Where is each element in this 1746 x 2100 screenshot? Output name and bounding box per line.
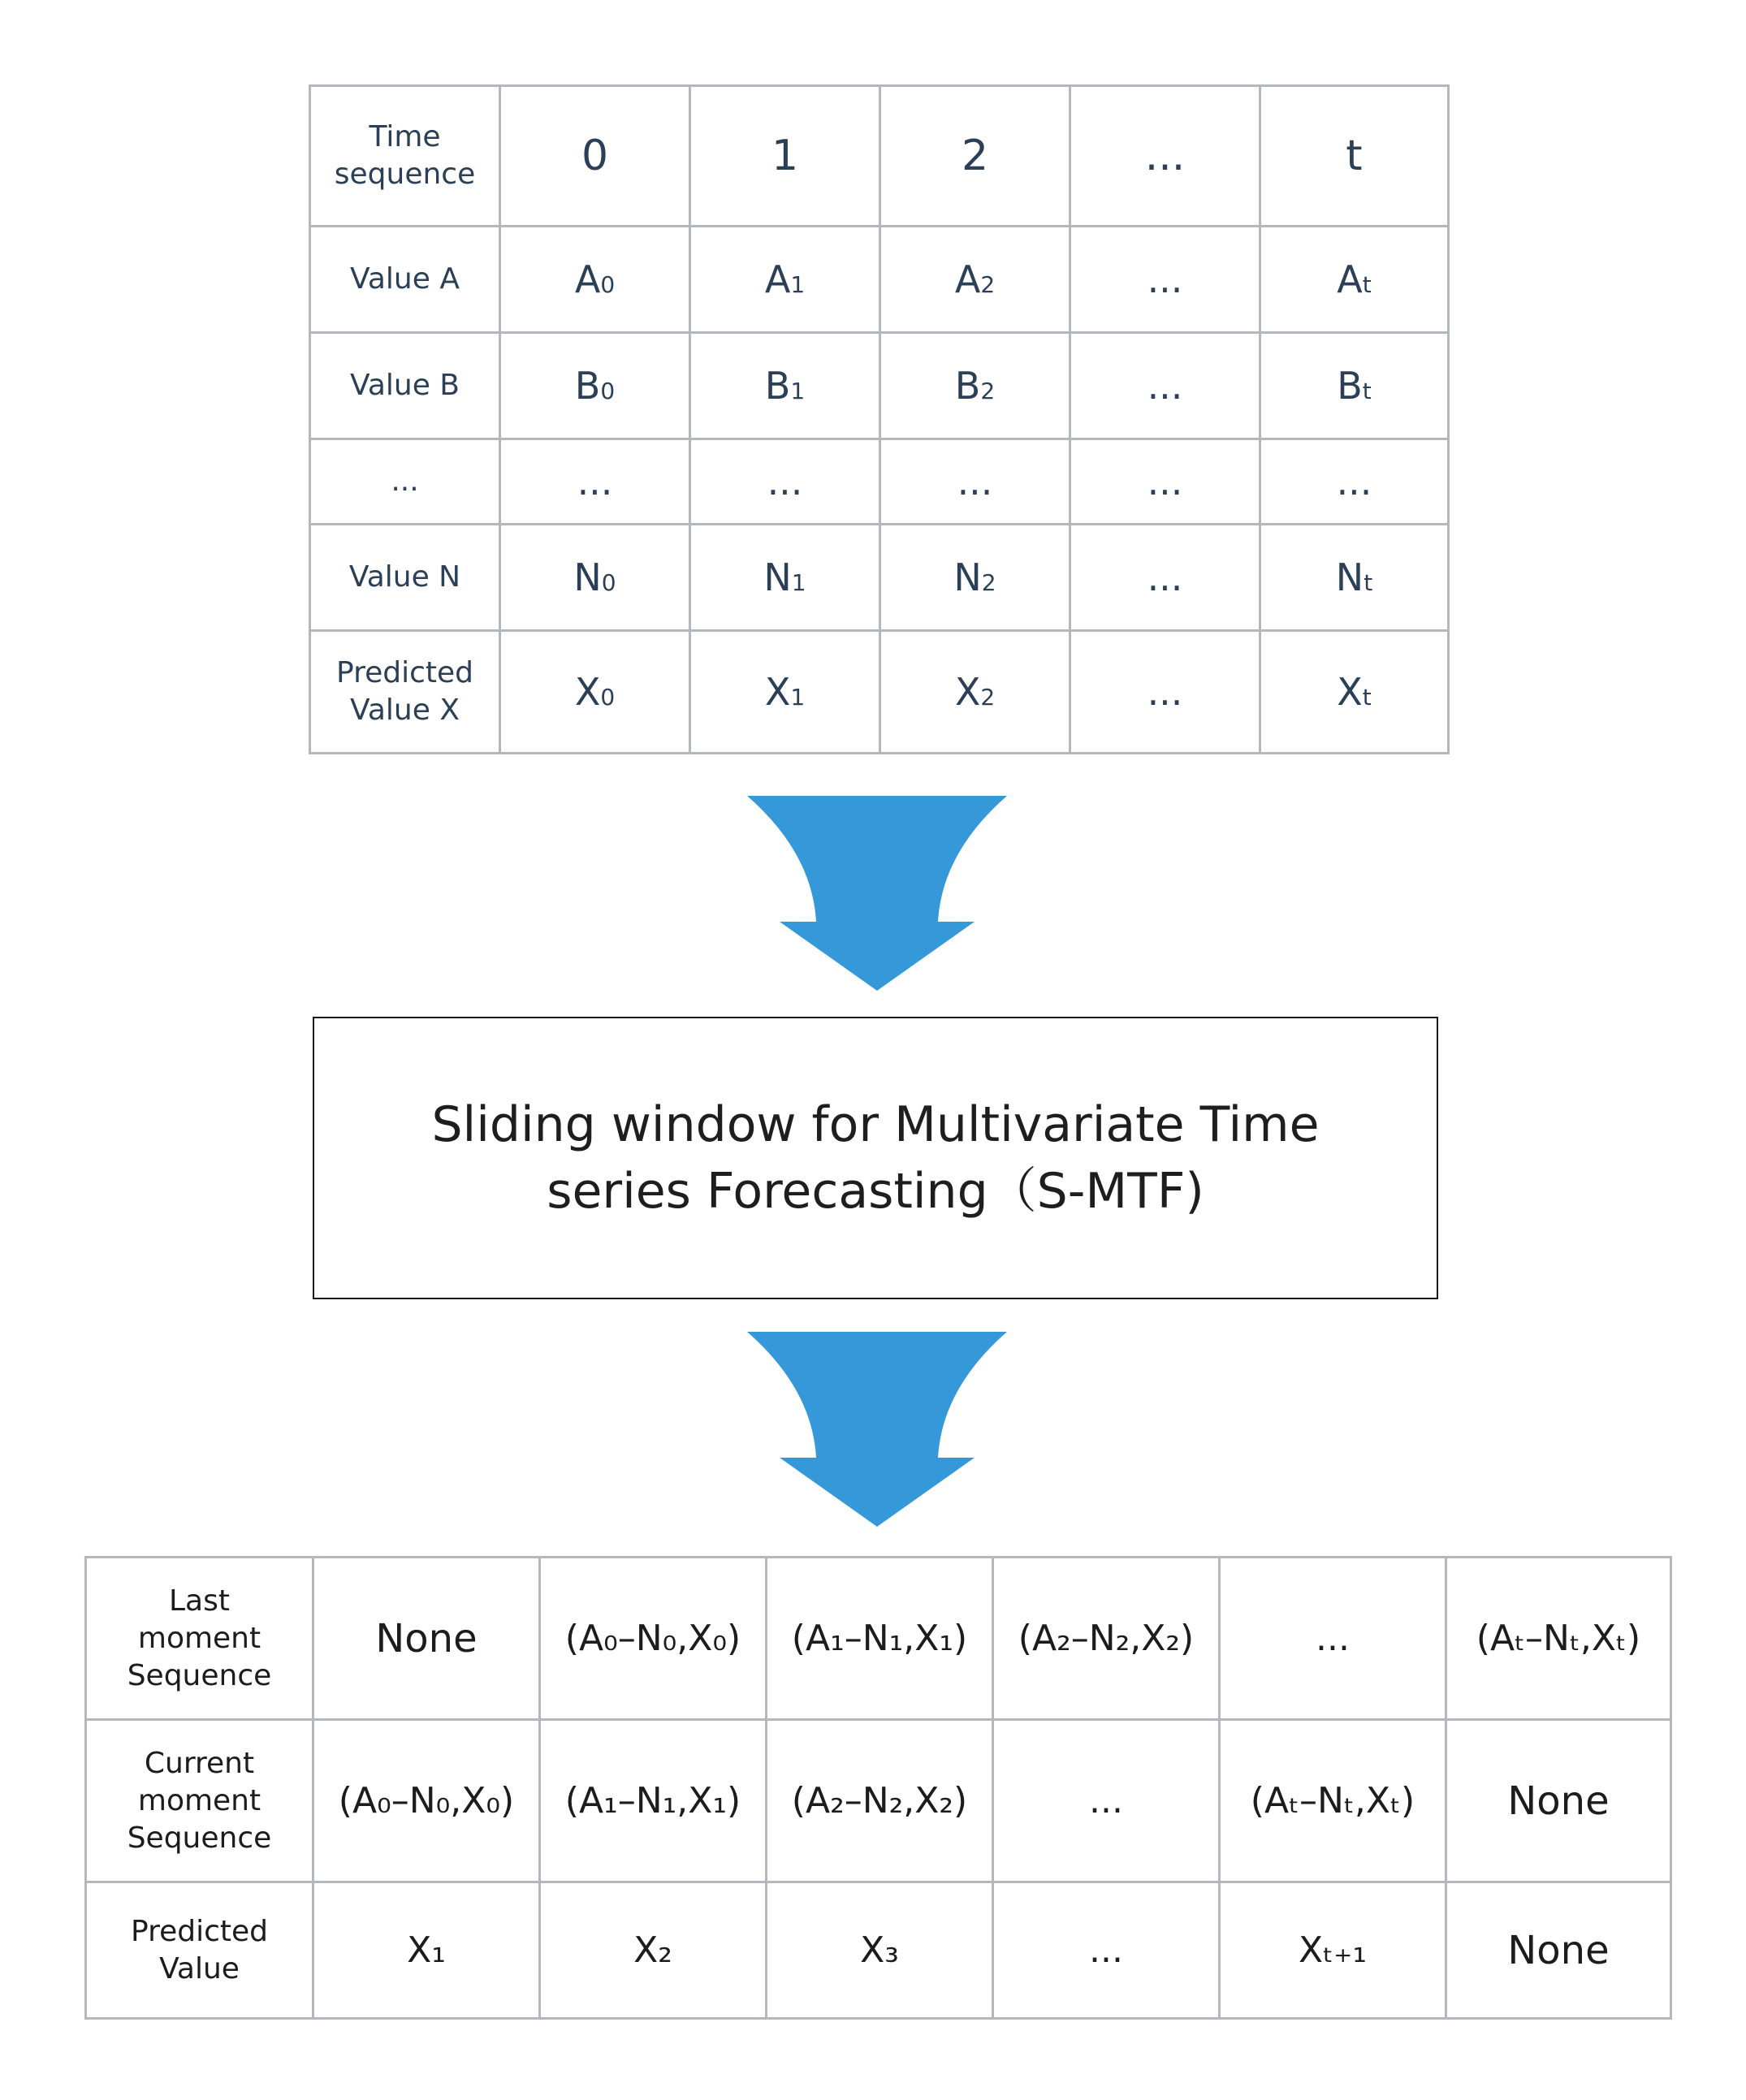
- value-cell: [1070, 227, 1260, 333]
- sequence-cell: ...: [1220, 1558, 1446, 1720]
- row-label-value-b: Value B: [310, 333, 500, 439]
- value-cell: [500, 631, 690, 754]
- prediction-cell: None: [1446, 1882, 1671, 2019]
- sequence-cell: (A₁–N₁,X₁): [540, 1720, 767, 1882]
- arrow-shape: [747, 796, 1007, 991]
- cell-base: X: [1337, 670, 1363, 714]
- time-col-1: 1: [690, 86, 880, 227]
- time-col-2: 2: [880, 86, 1070, 227]
- cell-subscript: t: [1362, 684, 1372, 711]
- cell-base: N: [953, 555, 982, 599]
- value-cell: [1070, 525, 1260, 631]
- sequence-cell: (Aₜ–Nₜ,Xₜ): [1220, 1720, 1446, 1882]
- cell-subscript: 2: [980, 684, 996, 711]
- cell-base: B: [1337, 364, 1363, 408]
- cell-subscript: 0: [600, 378, 616, 404]
- s-mtf-output-table: [84, 1556, 1672, 2020]
- value-cell: [500, 227, 690, 333]
- cell-base: ...: [1147, 364, 1183, 408]
- time-series-table: [309, 84, 1450, 754]
- cell-base: X: [954, 670, 981, 714]
- cell-base: N: [763, 555, 792, 599]
- cell-base: A: [574, 257, 601, 301]
- cell-base: ...: [1147, 555, 1183, 599]
- cell-base: B: [574, 364, 601, 408]
- time-col-ellipsis: ...: [1070, 86, 1260, 227]
- cell-base: ...: [957, 460, 993, 503]
- cell-base: A: [954, 257, 981, 301]
- value-n-row: [310, 525, 1449, 631]
- down-arrow-icon: [747, 1332, 1007, 1527]
- cell-base: ...: [1147, 257, 1183, 301]
- prediction-cell: X₁: [313, 1882, 540, 2019]
- down-arrow-icon: [747, 796, 1007, 991]
- sequence-cell: None: [313, 1558, 540, 1720]
- value-cell: [690, 333, 880, 439]
- cell-base: X: [574, 670, 601, 714]
- cell-subscript: 0: [600, 271, 616, 298]
- cell-subscript: 0: [601, 569, 616, 596]
- cell-subscript: t: [1364, 569, 1373, 596]
- value-cell: [690, 227, 880, 333]
- cell-subscript: 2: [980, 378, 996, 404]
- value-cell: [1070, 333, 1260, 439]
- last-moment-sequence-row: [86, 1558, 1671, 1720]
- value-cell: [500, 525, 690, 631]
- value-cell: [880, 631, 1070, 754]
- row-label-last-moment-sequence: Last moment Sequence: [86, 1558, 313, 1720]
- row-label-predicted-value-x: Predicted Value X: [310, 631, 500, 754]
- arrow-shape: [747, 1332, 1007, 1527]
- time-sequence-row: [310, 86, 1449, 227]
- cell-subscript: 0: [600, 684, 616, 711]
- cell-base: B: [954, 364, 981, 408]
- row-label-ellipsis: ...: [310, 439, 500, 525]
- cell-subscript: t: [1362, 378, 1372, 404]
- ellipsis-row: [310, 439, 1449, 525]
- sequence-cell: ...: [993, 1720, 1220, 1882]
- sequence-cell: (Aₜ–Nₜ,Xₜ): [1446, 1558, 1671, 1720]
- value-cell: [1260, 227, 1449, 333]
- row-label-predicted-value: Predicted Value: [86, 1882, 313, 2019]
- current-moment-sequence-row: [86, 1720, 1671, 1882]
- value-cell: [1260, 333, 1449, 439]
- prediction-cell: Xₜ₊₁: [1220, 1882, 1446, 2019]
- cell-base: ...: [1147, 460, 1183, 503]
- prediction-cell: X₂: [540, 1882, 767, 2019]
- prediction-cell: ...: [993, 1882, 1220, 2019]
- predicted-value-x-row: [310, 631, 1449, 754]
- row-label-value-a: Value A: [310, 227, 500, 333]
- value-cell: [1260, 631, 1449, 754]
- sequence-cell: None: [1446, 1720, 1671, 1882]
- cell-base: X: [764, 670, 791, 714]
- value-cell: [1260, 439, 1449, 525]
- cell-base: ...: [1336, 460, 1372, 503]
- sequence-cell: (A₂–N₂,X₂): [993, 1558, 1220, 1720]
- cell-base: N: [1335, 555, 1364, 599]
- prediction-cell: X₃: [767, 1882, 993, 2019]
- cell-base: A: [764, 257, 791, 301]
- sequence-cell: (A₀–N₀,X₀): [313, 1720, 540, 1882]
- row-label-time-sequence: Time sequence: [310, 86, 500, 227]
- value-cell: [690, 525, 880, 631]
- cell-subscript: 1: [790, 684, 806, 711]
- sequence-cell: (A₂–N₂,X₂): [767, 1720, 993, 1882]
- value-cell: [880, 227, 1070, 333]
- row-label-current-moment-sequence: Current moment Sequence: [86, 1720, 313, 1882]
- cell-subscript: 2: [981, 569, 996, 596]
- time-col-t: t: [1260, 86, 1449, 227]
- sequence-cell: (A₀–N₀,X₀): [540, 1558, 767, 1720]
- value-cell: [880, 525, 1070, 631]
- time-col-0: 0: [500, 86, 690, 227]
- value-cell: [690, 631, 880, 754]
- value-a-row: [310, 227, 1449, 333]
- s-mtf-process-box: [313, 1017, 1438, 1299]
- cell-base: ...: [577, 460, 613, 503]
- cell-subscript: t: [1362, 271, 1372, 298]
- value-cell: [1070, 631, 1260, 754]
- cell-base: A: [1337, 257, 1363, 301]
- row-label-value-n: Value N: [310, 525, 500, 631]
- predicted-value-row: [86, 1882, 1671, 2019]
- value-cell: [500, 333, 690, 439]
- value-cell: [1260, 525, 1449, 631]
- sequence-cell: (A₁–N₁,X₁): [767, 1558, 993, 1720]
- cell-base: ...: [767, 460, 803, 503]
- value-cell: [500, 439, 690, 525]
- value-cell: [1070, 439, 1260, 525]
- cell-subscript: 2: [980, 271, 996, 298]
- cell-subscript: 1: [791, 569, 806, 596]
- cell-subscript: 1: [790, 271, 806, 298]
- value-b-row: [310, 333, 1449, 439]
- cell-base: ...: [1147, 670, 1183, 714]
- value-cell: [880, 439, 1070, 525]
- cell-base: B: [764, 364, 791, 408]
- value-cell: [690, 439, 880, 525]
- cell-subscript: 1: [790, 378, 806, 404]
- cell-base: N: [573, 555, 602, 599]
- value-cell: [880, 333, 1070, 439]
- process-title: Sliding window for Multivariate Time series Forecasting（S-MTF): [431, 1096, 1320, 1220]
